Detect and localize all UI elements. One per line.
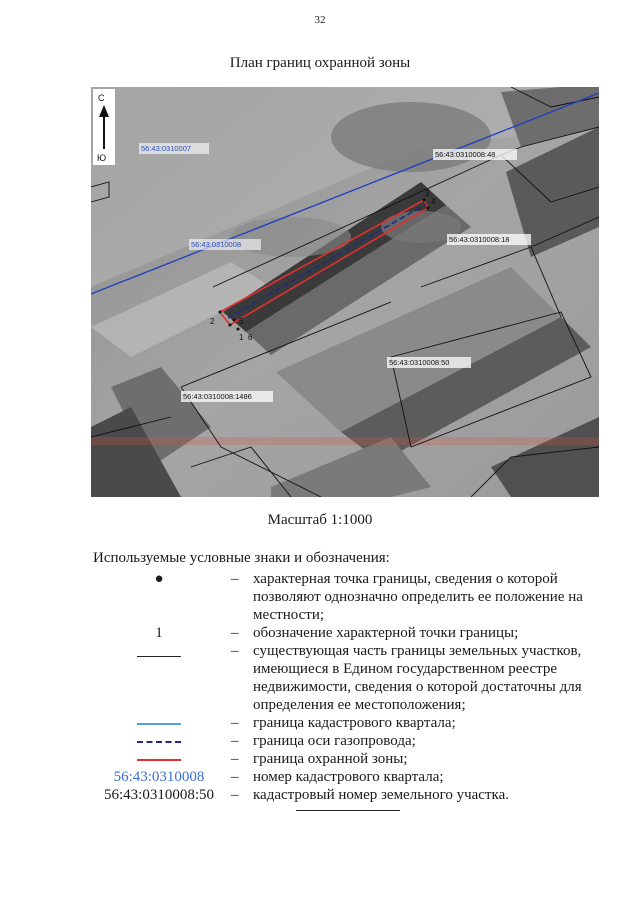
legend-text: существующая часть границы земельных участков, имеющиеся в Едином государственном реестре недвижимости, сведения о которой достаточны для определения ее местоположения; [253,643,582,713]
point-marker [237,328,240,331]
parcel-label-48: 56:43:0310008:48 [435,150,496,159]
legend-row-quarter-border [93,714,613,732]
point-label-3: 3 [425,189,430,198]
quarter-label-0310007: 56:43:0310007 [141,144,192,153]
red-line-icon [137,759,181,761]
legend-text: граница охранной зоны; [253,751,408,767]
legend [93,570,613,804]
quarter-number-sample: 56:43:0310008 [113,769,205,785]
map-scale: Масштаб 1:1000 [267,512,373,528]
legend-text: граница кадастрового квартала; [253,715,456,731]
bottom-divider [296,810,400,811]
black-line-icon [137,656,181,657]
legend-text: характерная точка границы, сведения о которой позволяют однозначно определить ее положение на местности; [253,571,583,623]
point-label-6: 6 [248,333,253,342]
point-marker [423,199,426,202]
light-blue-line-icon [137,723,181,725]
legend-dash: – [231,625,239,641]
legend-row-parcel-number [93,786,613,804]
legend-row-quarter-number [93,768,613,786]
point-label-5: 5 [239,317,244,326]
legend-text: обозначение характерной точки границы; [253,625,519,641]
dot-icon: ● [154,571,164,587]
legend-row-pipeline [93,732,613,750]
point-marker [233,319,236,322]
point-number-sample: 1 [155,625,163,641]
legend-row-zone [93,750,613,768]
tree-area [331,102,491,172]
parcel-label-50: 56:43:0310008:50 [389,358,450,367]
legend-dash: – [231,733,239,749]
legend-text: номер кадастрового квартала; [253,769,444,785]
legend-text: кадастровый номер земельного участка. [253,787,509,803]
scan-artifact [91,437,599,445]
blue-dashed-line-icon [137,741,181,743]
legend-dash: – [231,643,239,659]
point-label-1: 1 [239,333,244,342]
legend-dash: – [231,751,239,767]
page-number: 32 [314,14,326,26]
legend-row-point [93,570,613,624]
legend-heading: Используемые условные знаки и обозначения: [93,550,390,566]
page-title: План границ охранной зоны [229,55,411,71]
point-label-2: 2 [210,317,215,326]
legend-dash: – [231,571,239,587]
point-marker [219,311,222,314]
legend-text: граница оси газопровода; [253,733,416,749]
quarter-label-0310008: 56:43:0310008 [191,240,242,249]
parcel-number-sample: 56:43:0310008:50 [103,787,214,803]
parcel-label-1486: 56:43:0310008:1486 [183,392,252,401]
aerial-map [91,87,599,497]
point-marker [229,324,232,327]
legend-dash: – [231,787,239,803]
legend-dash: – [231,715,239,731]
legend-row-point-label [93,624,613,642]
point-label-4: 4 [431,197,436,206]
legend-row-parcel-line [93,642,613,714]
legend-dash: – [231,769,239,785]
point-marker [427,207,430,210]
compass-south-label: Ю [97,153,107,163]
compass-north-label: С [98,93,105,103]
parcel-label-18: 56:43:0310008:18 [449,235,510,244]
compass [93,89,115,165]
